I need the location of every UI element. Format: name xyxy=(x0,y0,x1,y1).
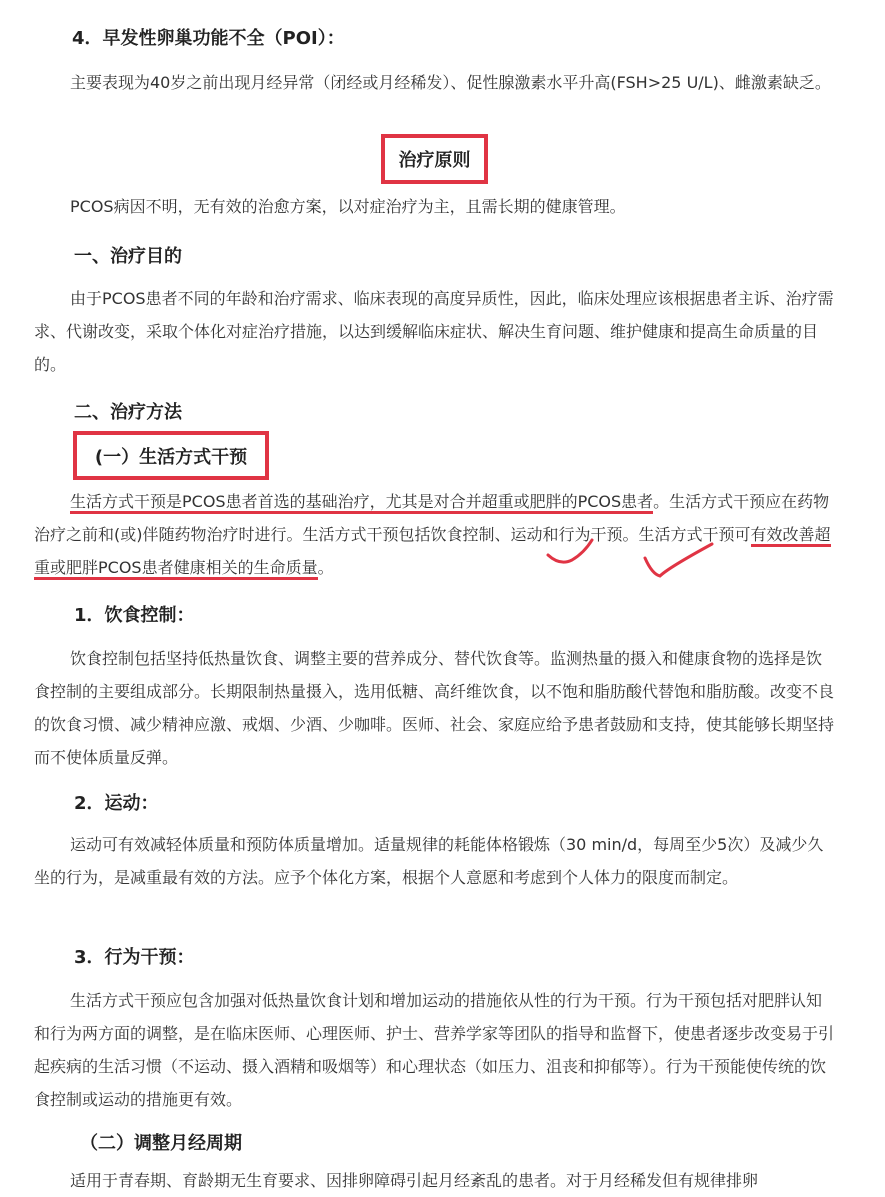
paragraph-end: 。 xyxy=(317,558,334,577)
exercise-heading: 2．运动： xyxy=(74,793,159,814)
behavior-body: 生活方式干预应包含加强对低热量饮食计划和增加运动的措施依从性的行为干预。行为干预包括对肥胖认知和行为两方面的调整，是在临床医师、心理医师、护士、营养学家等团队的指导和监督下，使患者逐步改变易于引起疾病的生活习惯（不运动、摄入酒精和吸烟等）和心理状态（如压力、沮丧和抑郁等）。行为干预能使传统的饮食控制或运动的措施更有效。 xyxy=(34,991,835,1109)
section1-heading: 一、治疗目的 xyxy=(74,246,182,267)
diet-body: 饮食控制包括坚持低热量饮食、调整主要的营养成分、替代饮食等。监测热量的摄入和健康食物的选择是饮食控制的主要组成部分。长期限制热量摄入，选用低糖、高纤维饮食，以不饱和脂肪酸代替饱和脂肪酸。改变不良的饮食习惯、减少精神应激、戒烟、少酒、少咖啡。医师、社会、家庭应给予患者鼓励和支持，使其能够长期坚持而不使体质量反弹。 xyxy=(34,649,835,767)
diet-heading: 1．饮食控制： xyxy=(74,605,195,626)
poi-heading: 4．早发性卵巢功能不全（POI）： xyxy=(72,28,345,49)
exercise-body: 运动可有效减轻体质量和预防体质量增加。适量规律的耗能体格锻炼（30 min/d，每周至少5次）及减少久坐的行为，是减重最有效的方法。应予个体化方案，根据个人意愿和考虑到个人体力的限度而制定。 xyxy=(34,835,824,887)
behavior-heading: 3．行为干预： xyxy=(74,947,195,968)
lifestyle-intervention-title xyxy=(73,431,269,480)
section2-heading: 二、治疗方法 xyxy=(74,402,182,423)
treatment-principle-intro: PCOS病因不明，无有效的治愈方案，以对症治疗为主，且需长期的健康管理。 xyxy=(70,197,626,216)
lifestyle-intervention-label: (一）生活方式干预 xyxy=(94,446,248,468)
section1-body: 由于PCOS患者不同的年龄和治疗需求、临床表现的高度异质性，因此，临床处理应该根据患者主诉、治疗需求、代谢改变，采取个体化对症治疗措施，以达到缓解临床症状、解决生育问题、维护健康和提高生命质量的目的。 xyxy=(34,289,834,374)
underlined-key-sentence: 生活方式干预是PCOS患者首选的基础治疗，尤其是对合并超重或肥胖的PCOS患者 xyxy=(70,492,653,514)
underlined-quality-of-life: 有效改善超重或肥胖PCOS患者健康相关的生命质量 xyxy=(34,525,831,580)
lifestyle-intervention-paragraph xyxy=(34,485,837,584)
treatment-principle-label: 治疗原则 xyxy=(398,150,471,171)
menstrual-cycle-heading: （二）调整月经周期 xyxy=(80,1133,242,1154)
paragraph-text: 。生活方式干预应在药物治疗之前和(或)伴随药物治疗时进行。生活方式干预包括饮食控制、运动和行为干预。生活方式干预可 xyxy=(34,492,830,544)
menstrual-cycle-cut-line: 适用于青春期、育龄期无生育要求、因排卵障碍引起月经紊乱的患者。对于月经稀发但有规律排卵 xyxy=(70,1171,759,1190)
treatment-principle-title xyxy=(381,134,488,184)
poi-body: 主要表现为40岁之前出现月经异常（闭经或月经稀发）、促性腺激素水平升高(FSH>25 U/L)、雌激素缺乏。 xyxy=(70,73,831,92)
